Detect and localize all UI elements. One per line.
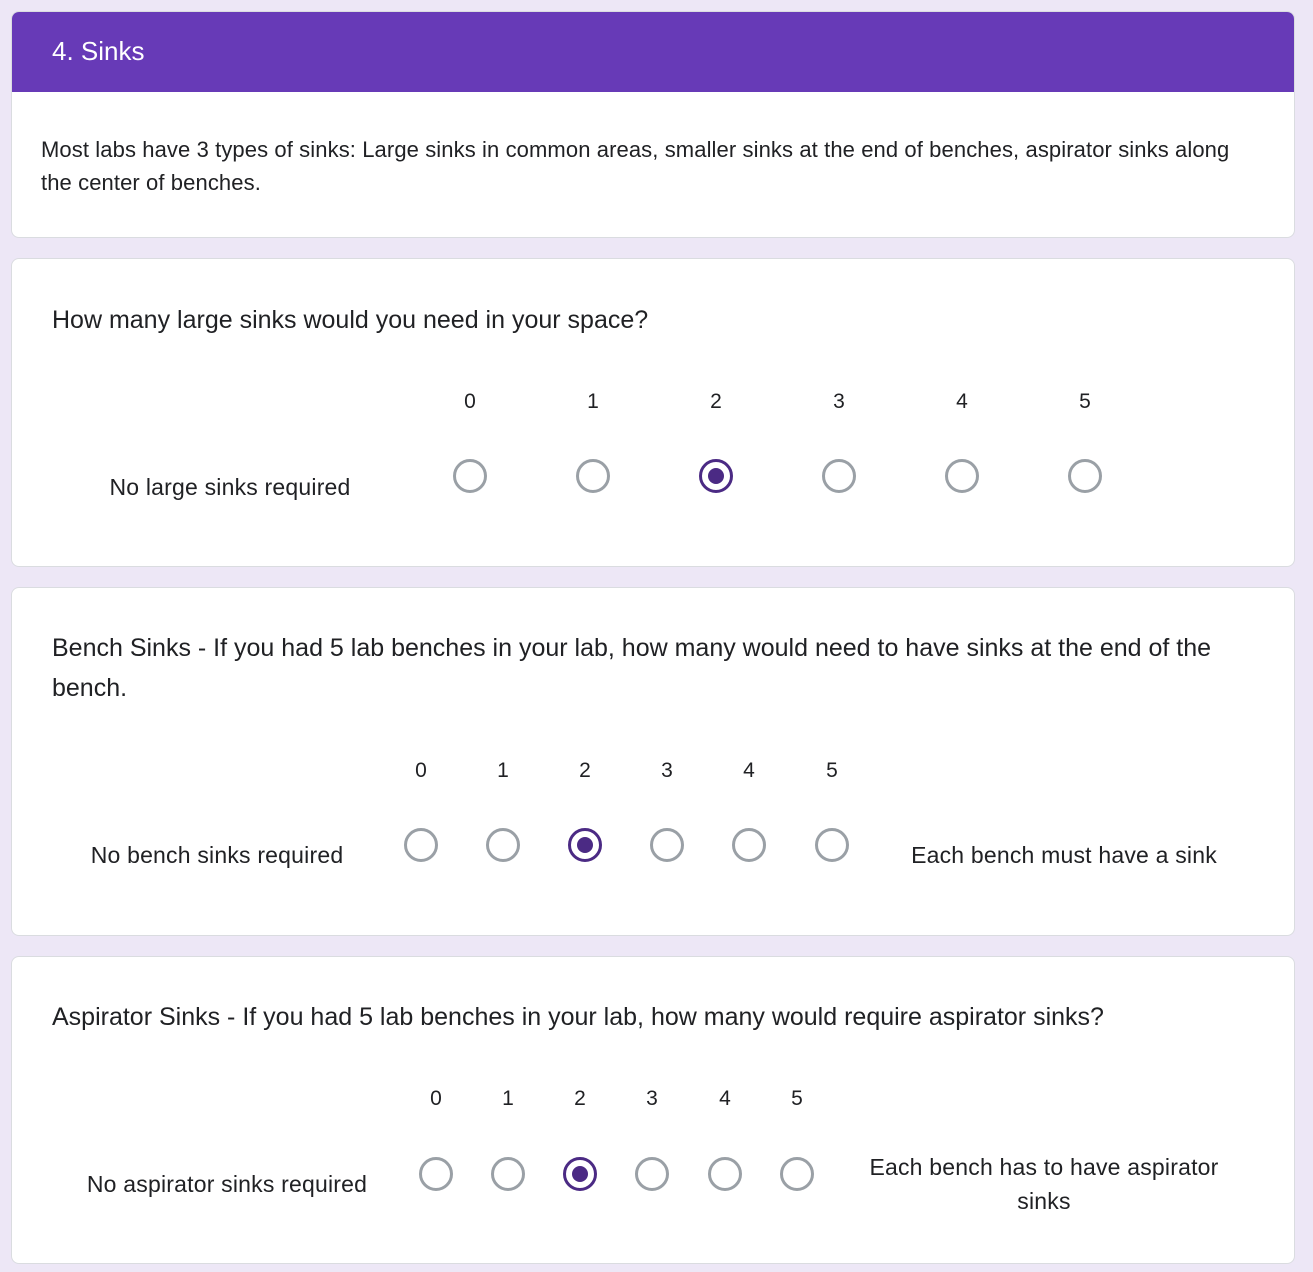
- scale-number: 1: [502, 1087, 514, 1110]
- scale-number: 0: [430, 1087, 442, 1110]
- scale-high-label: Each bench has to have aspirator sinks: [869, 1154, 1219, 1214]
- radio-option-0[interactable]: [404, 828, 438, 862]
- scale-low-label: No bench sinks required: [90, 842, 344, 868]
- scale-number: 5: [791, 1087, 803, 1110]
- radio-option-5[interactable]: [815, 828, 849, 862]
- scale-number: 2: [574, 1087, 586, 1110]
- scale-number: 2: [710, 390, 722, 413]
- radio-option-2[interactable]: [699, 459, 733, 493]
- section-title: 4. Sinks: [12, 12, 1294, 92]
- radio-option-1[interactable]: [576, 459, 610, 493]
- radio-option-4[interactable]: [708, 1157, 742, 1191]
- radio-option-0[interactable]: [453, 459, 487, 493]
- scale-high-label: Each bench must have a sink: [911, 842, 1217, 868]
- radio-option-3[interactable]: [822, 459, 856, 493]
- scale-number: 2: [579, 759, 591, 782]
- scale-number: 5: [1079, 390, 1091, 413]
- question-title: How many large sinks would you need in your space?: [52, 306, 649, 334]
- radio-option-5[interactable]: [780, 1157, 814, 1191]
- scale-number: 5: [826, 759, 838, 782]
- scale-number: 4: [956, 390, 968, 413]
- radio-option-1[interactable]: [491, 1157, 525, 1191]
- question-card-bench-sinks: [11, 587, 1295, 936]
- scale-low-label: No aspirator sinks required: [86, 1171, 368, 1197]
- scale-number: 1: [497, 759, 509, 782]
- radio-option-3[interactable]: [650, 828, 684, 862]
- radio-checked-dot: [577, 837, 593, 853]
- radio-option-4[interactable]: [732, 828, 766, 862]
- scale-number: 3: [833, 390, 845, 413]
- section-card: [11, 11, 1295, 238]
- scale-number: 1: [587, 390, 599, 413]
- radio-checked-dot: [708, 468, 724, 484]
- scale-number: 3: [661, 759, 673, 782]
- radio-option-5[interactable]: [1068, 459, 1102, 493]
- scale-number: 0: [464, 390, 476, 413]
- radio-option-3[interactable]: [635, 1157, 669, 1191]
- scale-number: 0: [415, 759, 427, 782]
- scale-number: 4: [743, 759, 755, 782]
- radio-option-2[interactable]: [563, 1157, 597, 1191]
- question-card-large-sinks: [11, 258, 1295, 567]
- question-title: Bench Sinks - If you had 5 lab benches in your lab, how many would need to have sinks at the end of the bench.: [52, 634, 1212, 702]
- radio-option-0[interactable]: [419, 1157, 453, 1191]
- scale-number: 4: [719, 1087, 731, 1110]
- radio-option-1[interactable]: [486, 828, 520, 862]
- radio-option-4[interactable]: [945, 459, 979, 493]
- scale-number: 3: [646, 1087, 658, 1110]
- scale-low-label: No large sinks required: [109, 474, 351, 500]
- radio-option-2[interactable]: [568, 828, 602, 862]
- radio-checked-dot: [572, 1166, 588, 1182]
- section-description: Most labs have 3 types of sinks: Large sinks in common areas, smaller sinks at the end of benches, aspirator sinks along the center of benches.: [41, 137, 1230, 195]
- question-title: Aspirator Sinks - If you had 5 lab benches in your lab, how many would require aspirator sinks?: [52, 1003, 1104, 1031]
- question-card-aspirator-sinks: [11, 956, 1295, 1264]
